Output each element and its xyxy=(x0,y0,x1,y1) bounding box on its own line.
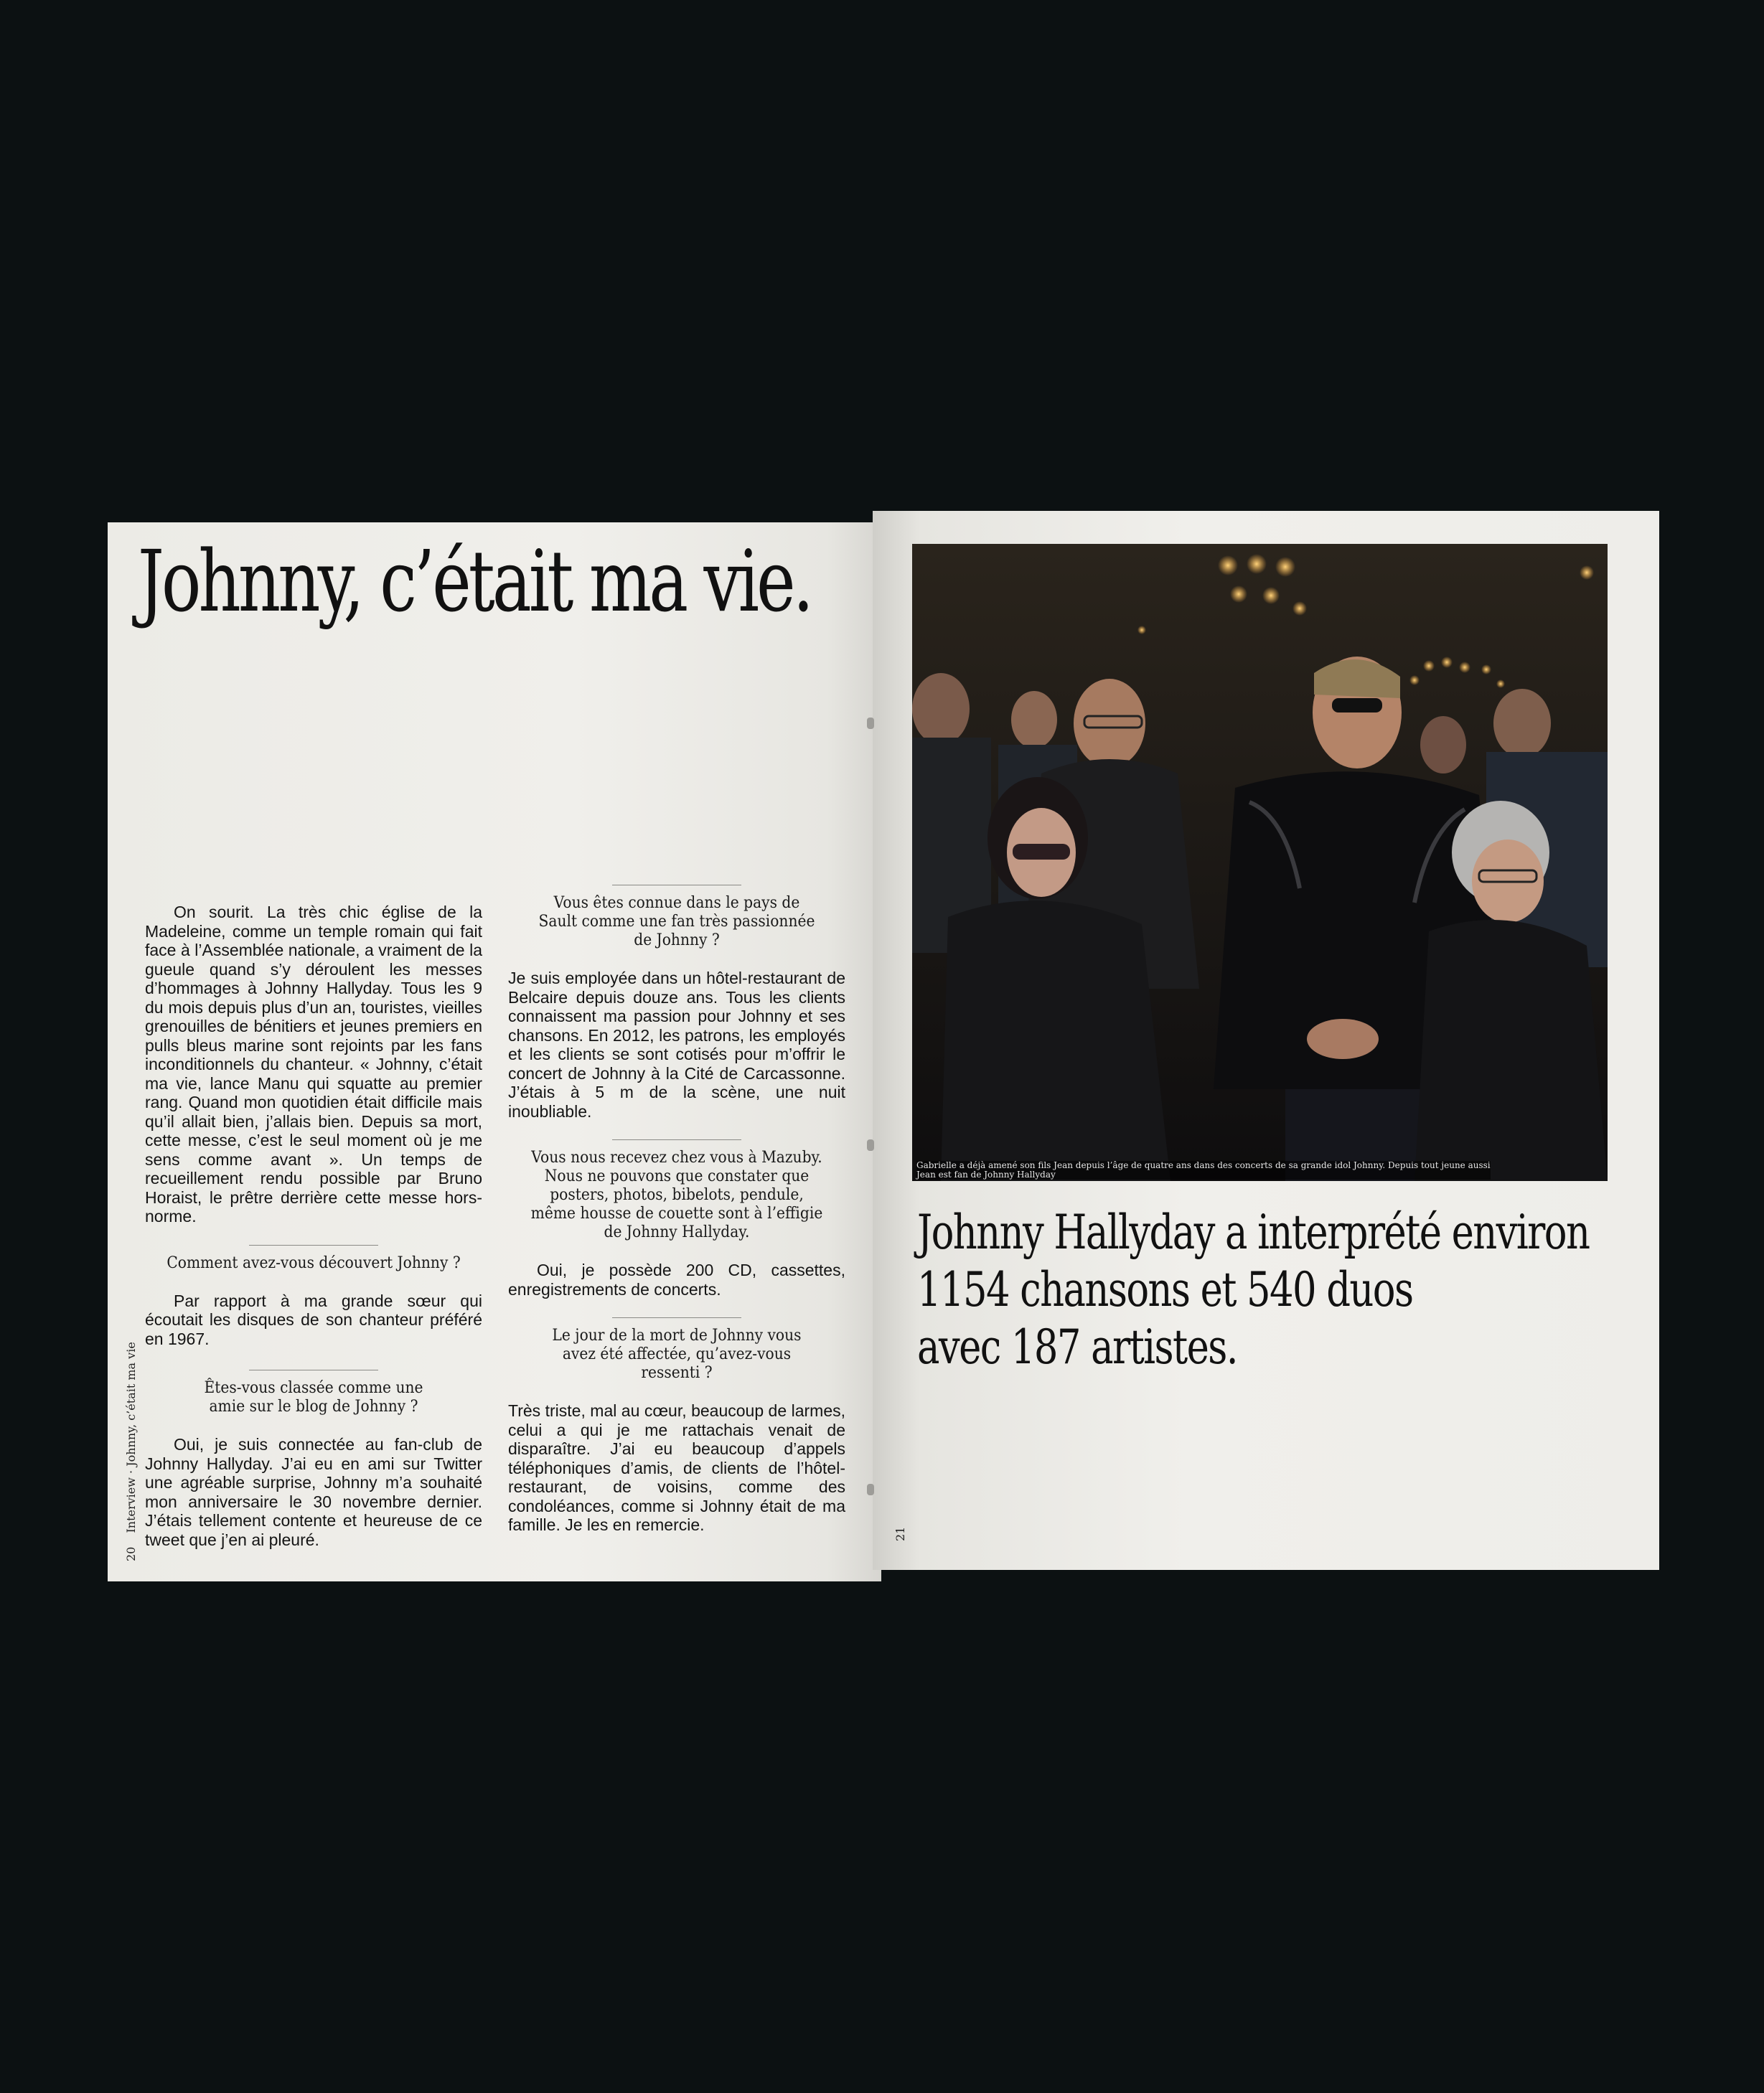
running-footer xyxy=(124,1342,138,1561)
pull-quote-line-1: Johnny Hallyday a interprété environ xyxy=(917,1205,1590,1260)
pull-quote-line-3: avec 187 artistes. xyxy=(917,1320,1237,1375)
question-5: Le jour de la mort de Johnny vous avez été affectée, qu’avez-vous ressenti ? xyxy=(552,1327,802,1382)
answer-1: Par rapport à ma grande sœur qui écoutait les disques de son chanteur préféré en 1967. xyxy=(145,1291,482,1348)
photo-caption: Gabrielle a déjà amené son fils Jean depuis l’âge de quatre ans dans des concerts de sa grande idol Johnny. Depuis tout jeune aussi Jean est fan de Johnny Hallyday xyxy=(916,1160,1491,1180)
pull-quote xyxy=(917,1204,1590,1376)
concert-photo xyxy=(912,544,1608,1181)
answer-5: Très triste, mal au cœur, beaucoup de larmes, celui a qui je me rattachais venait de disparaître. J’ai eu beaucoup d’appels téléphoniques d’amis, de clients de l’hôtel-restaurant, de voisins, comme des condoléances, comme si Johnny était de ma famille. Je les en remercie. xyxy=(508,1401,845,1534)
divider xyxy=(612,1139,741,1140)
page-number-right: 21 xyxy=(893,1526,907,1541)
intro-paragraph: On sourit. La très chic église de la Madeleine, comme un temple romain qui fait face à l’Assemblée nationale, a vraiment de la gueule quand s’y déroulent les messes d’hommages à Johnny Hallyday. Tous les 9 du mois depuis plus d’un an, touristes, vieilles grenouilles de bénitiers et jeunes premiers en pulls bleus marine sont rejoints par les fans inconditionnels du chanteur. « Johnny, c’était ma vie, lance Manu qui squatte au premier rang. Quand mon quotidien était difficile mais qu’il allait bien, j’allais bien. Depuis sa mort, cette messe, c’est le seul moment où je me sens comme avant ». Un temps de recueillement rendu possible par Bruno Horaist, le prêtre derrière cette messe hors-norme. xyxy=(145,903,482,1226)
article-title: Johnny, c’était ma vie. xyxy=(138,532,812,631)
question-2: Êtes-vous classée comme une amie sur le blog de Johnny ? xyxy=(204,1379,423,1416)
column-2 xyxy=(508,885,845,1549)
answer-4: Oui, je possède 200 CD, cassettes, enregistrements de concerts. xyxy=(508,1261,845,1299)
staple-bottom xyxy=(867,1484,874,1495)
question-1: Comment avez-vous découvert Johnny ? xyxy=(166,1254,461,1272)
answer-2: Oui, je suis connectée au fan-club de Johnny Hallyday. J’ai eu en ami sur Twitter une agréable surprise, Johnny m’a souhaité mon anniversaire le 30 novembre dernier. J’étais tellement contente et heureuse de ce tweet que j’en ai pleuré. xyxy=(145,1435,482,1549)
page-number-left: 20 xyxy=(124,1546,138,1561)
divider xyxy=(612,1317,741,1318)
question-4: Vous nous recevez chez vous à Mazuby. Nous ne pouvons que constater que posters, photos, bibelots, pendule, même housse de couette sont à l’effigie de Johnny Hallyday. xyxy=(530,1149,823,1241)
right-page xyxy=(873,511,1659,1570)
pull-quote-line-2: 1154 chansons et 540 duos xyxy=(917,1262,1413,1317)
divider xyxy=(249,1245,378,1246)
staple-top xyxy=(867,718,874,729)
column-1 xyxy=(145,903,482,1563)
left-page xyxy=(108,522,881,1581)
photo-illustration xyxy=(912,544,1608,1181)
section-label: Interview · Johnny, c’était ma vie xyxy=(124,1342,138,1533)
question-3: Vous êtes connue dans le pays de Sault comme une fan très passionnée de Johnny ? xyxy=(538,894,815,949)
answer-3: Je suis employée dans un hôtel-restaurant de Belcaire depuis douze ans. Tous les clients connaissent ma passion pour Johnny et ses chansons. En 2012, les patrons, les employés et les clients se sont cotisés pour m’offrir le concert de Johnny à la Cité de Carcassonne. J’étais à 5 m de la scène, une nuit inoubliable. xyxy=(508,969,845,1121)
staple-mid xyxy=(867,1139,874,1151)
